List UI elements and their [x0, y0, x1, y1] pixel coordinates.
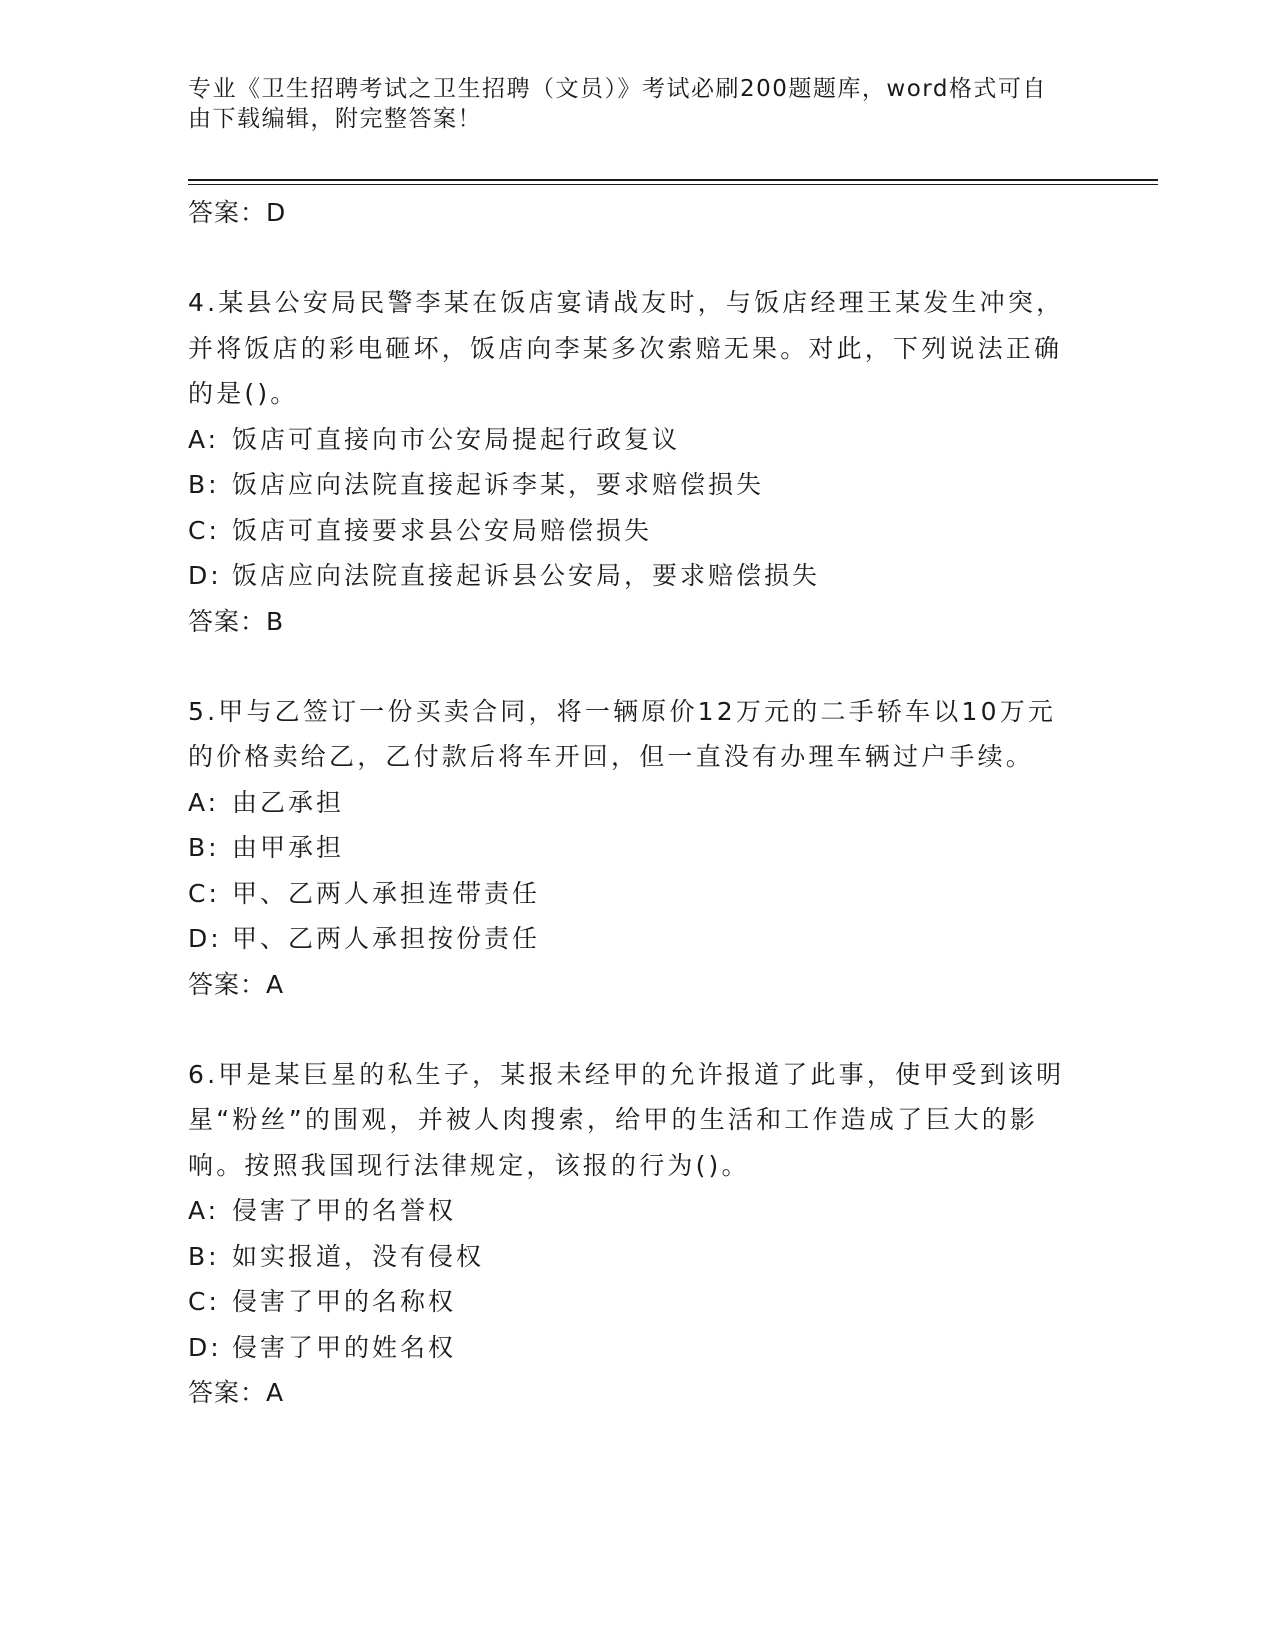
question-stem	[188, 1052, 1068, 1189]
option-key: D:	[188, 1332, 222, 1362]
question-number: 5.	[188, 696, 219, 726]
document-header	[188, 74, 1068, 134]
answer-label: 答案：	[188, 1378, 267, 1407]
header-text: 专业《卫生招聘考试之卫生招聘（文员）》考试必刷200题题库，word格式可自由下载编辑，附完整答案！	[188, 76, 1047, 132]
question-stem	[188, 689, 1068, 780]
option-key: A:	[188, 424, 220, 454]
option-key: D:	[188, 561, 222, 590]
question-4	[188, 280, 1068, 645]
option-text: 甲、乙两人承担按份责任	[232, 924, 541, 953]
question-answer	[188, 962, 1068, 1008]
option-key: B:	[188, 833, 220, 862]
option-a	[188, 417, 1068, 463]
question-answer	[188, 1370, 1068, 1416]
option-text: 饭店应向法院直接起诉李某，要求赔偿损失	[232, 470, 765, 499]
option-d	[188, 916, 1068, 962]
answer-label: 答案：	[188, 198, 267, 227]
option-text: 甲、乙两人承担连带责任	[232, 878, 541, 908]
option-b	[188, 462, 1068, 508]
option-text: 饭店可直接向市公安局提起行政复议	[232, 424, 681, 454]
answer-value: D	[266, 198, 287, 227]
option-text: 由乙承担	[232, 787, 345, 817]
question-text: 甲是某巨星的私生子，某报未经甲的允许报道了此事，使甲受到该明星“粉丝”的围观，并被人肉搜索，给甲的生活和工作造成了巨大的影响。按照我国现行法律规定，该报的行为()。	[188, 1059, 1065, 1180]
option-a	[188, 1188, 1068, 1234]
option-b	[188, 825, 1068, 871]
option-c	[188, 508, 1068, 554]
option-text: 侵害了甲的名称权	[232, 1287, 457, 1316]
question-number: 6.	[188, 1059, 219, 1089]
answer-value: B	[266, 606, 285, 636]
question-5	[188, 689, 1068, 1008]
option-key: B:	[188, 470, 220, 499]
header-rule-thin	[188, 184, 1158, 185]
option-text: 饭店可直接要求县公安局赔偿损失	[232, 515, 653, 545]
option-a	[188, 780, 1068, 826]
previous-answer	[188, 190, 1068, 236]
option-text: 侵害了甲的姓名权	[232, 1332, 457, 1362]
question-answer	[188, 599, 1068, 645]
option-d	[188, 553, 1068, 599]
option-key: C:	[188, 515, 220, 545]
question-list	[188, 190, 1068, 1416]
option-text: 侵害了甲的名誉权	[232, 1196, 457, 1225]
option-d	[188, 1325, 1068, 1371]
answer-label: 答案：	[188, 606, 267, 636]
question-number: 4.	[188, 288, 219, 317]
option-text: 由甲承担	[232, 833, 345, 862]
option-text: 如实报道，没有侵权	[232, 1241, 485, 1271]
question-6	[188, 1052, 1068, 1417]
option-key: C:	[188, 878, 220, 908]
option-key: D:	[188, 924, 222, 953]
option-b	[188, 1234, 1068, 1280]
option-key: A:	[188, 787, 220, 817]
option-key: A:	[188, 1196, 220, 1225]
answer-label: 答案：	[188, 969, 267, 999]
header-rule-thick	[188, 179, 1158, 181]
option-text: 饭店应向法院直接起诉县公安局，要求赔偿损失	[232, 561, 821, 590]
question-text: 某县公安局民警李某在饭店宴请战友时，与饭店经理王某发生冲突，并将饭店的彩电砸坏，饭店向李某多次索赔无果。对此，下列说法正确的是()。	[188, 288, 1065, 408]
question-stem	[188, 280, 1068, 417]
question-text: 甲与乙签订一份买卖合同，将一辆原价12万元的二手轿车以10万元的价格卖给乙，乙付款后将车开回，但一直没有办理车辆过户手续。	[188, 696, 1057, 771]
option-c	[188, 871, 1068, 917]
answer-value: A	[266, 969, 285, 999]
option-key: C:	[188, 1287, 220, 1316]
option-key: B:	[188, 1241, 220, 1271]
answer-value: A	[266, 1378, 285, 1407]
option-c	[188, 1279, 1068, 1325]
